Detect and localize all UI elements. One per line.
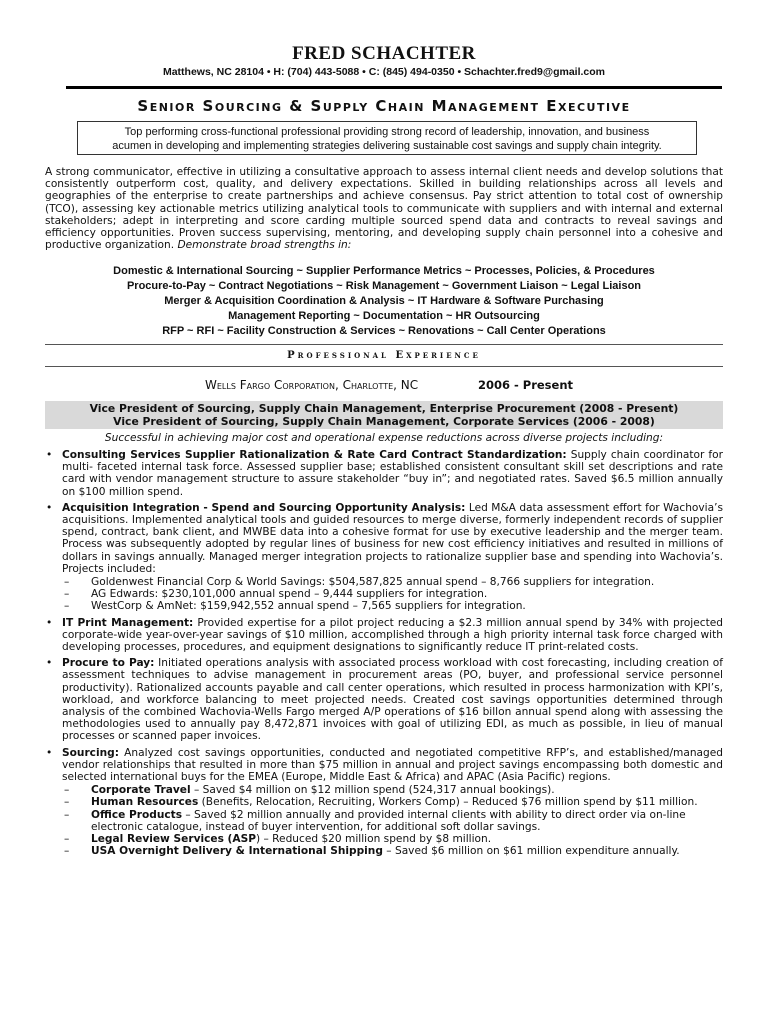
core-skills bbox=[45, 264, 723, 339]
section-title-experience: Professional Experience bbox=[287, 350, 481, 361]
achievement-text: Initiated operations analysis with associated process workload with cost forecasting, including creation of assessment techniques to advise management in procurement areas (PO, buyer, and professional service personnel productivity). Rationalized accounts payable and call center operations, which resulted in process harmonization with KPI’s, workload, and workforce balancing to meet projected needs. Created cost savings opportunities determined through analysis of the combined Wachovia-Wells Fargo merged A/P operations of $16 billon annual spend along with assessing the methodologies used to annually pay 8,472,871 invoices with goal of utilizing EDI, as much as possible, in lieu of manual processes or scanned paper invoices. bbox=[62, 657, 723, 743]
project-list bbox=[62, 576, 723, 613]
category-text: – Saved $2 million annually and provided internal clients with ability to direct order via on-line electronic catalogue, instead of buyer intervention, for additional soft dollar savings. bbox=[91, 808, 686, 833]
achievement-text: Provided expertise for a pilot project reducing a $2.3 million annual spend by 34% with projected corporate-wide year-over-year savings of $10 million, accomplished through a high priority internal task force charged with developing processes, procedures, and equipment designations to significantly reduce IT print-related costs. bbox=[62, 616, 723, 654]
category-text: – Saved $4 million on $12 million spend (524,317 annual bookings). bbox=[190, 784, 555, 797]
sourcing-category-item bbox=[62, 796, 723, 808]
employment-dates: 2006 - Present bbox=[478, 378, 574, 392]
sourcing-category-list bbox=[62, 784, 723, 857]
list-item bbox=[45, 449, 723, 498]
skills-line: Management Reporting ~ Documentation ~ HR Outsourcing bbox=[228, 310, 540, 322]
sourcing-category-item bbox=[62, 833, 723, 845]
category-title: Corporate Travel bbox=[91, 784, 191, 797]
skills-line: Merger & Acquisition Coordination & Analysis ~ IT Hardware & Software Purchasing bbox=[164, 295, 604, 307]
skills-line: RFP ~ RFI ~ Facility Construction & Services ~ Renovations ~ Call Center Operations bbox=[162, 325, 606, 337]
candidate-name: FRED SCHACHTER bbox=[292, 43, 476, 64]
role-title: Vice President of Sourcing, Supply Chain Management, Corporate Services (2006 - 2008) bbox=[113, 415, 655, 428]
project-item: – WestCorp & AmNet: $159,942,552 annual spend – 7,565 suppliers for integration. bbox=[62, 600, 723, 612]
summary-text: A strong communicator, effective in utilizing a consultative approach to assess internal client needs and develop solutions that consistently outperform cost, quality, and delivery expectations. Skilled in building relationships across all levels and geographies of the enterprise to create partnerships and achieve consensus. Pay strict attention to total cost of ownership (TCO), assessing key actionable metrics utilizing analytical tools to communicate with suppliers and with internal and external stakeholders; adept in interpreting and score carding multiple sourced spend data and contracts to reveal savings and efficiency opportunities. Proven success supervising, mentoring, and developing supply chain personnel into a cohesive and productive organization. bbox=[45, 166, 723, 252]
category-text: (Benefits, Relocation, Recruiting, Workers Comp) – Reduced $76 million spend by $11 million. bbox=[198, 796, 698, 809]
role-title: Vice President of Sourcing, Supply Chain Management, Enterprise Procurement (2008 - Present) bbox=[89, 402, 679, 415]
employer-name: Wells Fargo Corporation, Charlotte, NC bbox=[205, 378, 419, 392]
summary-box-line: Top performing cross-functional professional providing strong record of leadership, innovation, and business bbox=[124, 126, 650, 138]
category-title: Office Products bbox=[91, 808, 183, 821]
role-titles bbox=[45, 401, 723, 429]
achievement-title: Acquisition Integration - Spend and Sourcing Opportunity Analysis: bbox=[62, 501, 466, 514]
section-rule-top bbox=[45, 344, 723, 345]
achievement-title: Consulting Services Supplier Rationalization & Rate Card Contract Standardization: bbox=[62, 449, 567, 461]
skills-line: Domestic & International Sourcing ~ Supplier Performance Metrics ~ Processes, Policies, & Procedures bbox=[113, 265, 655, 277]
category-text: – Saved $6 million on $61 million expenditure annually. bbox=[382, 845, 680, 858]
role-intro: Successful in achieving major cost and operational expense reductions across diverse projects including: bbox=[104, 432, 664, 444]
sourcing-category-item bbox=[62, 845, 723, 857]
strengths-lead: Demonstrate broad strengths in: bbox=[177, 239, 352, 252]
achievement-title: Sourcing: bbox=[62, 746, 119, 759]
category-text: ) – Reduced $20 million spend by $8 million. bbox=[256, 833, 492, 846]
project-item: – Goldenwest Financial Corp & World Savings: $504,587,825 annual spend – 8,766 suppliers for integration. bbox=[62, 576, 723, 588]
achievement-text: Led M&A data assessment effort for Wachovia’s acquisitions. Implemented analytical tools and guided resources to merge diverse, formerly independent records of supplier spend, contract, bank client, and MWBE data into a cohesive format for use by executive leadership and the merger team. Process was subsequently adopted by regular lines of business for new cost efficiency initiatives and resulted in millions of dollars in savings annually. Managed merger integration projects to rationalize supplier base and spending into Wachovia’s. Projects included: bbox=[62, 501, 723, 575]
category-title: Human Resources bbox=[91, 796, 199, 809]
achievement-text: Supply chain coordinator for multi- faceted internal task force. Assessed supplier base; established consistent consultant skill set descriptions and rate card with vendor management structure to assure stakeholder “buy in”; and negotiated rates. Saved $6.5 million annually on $100 million spend. bbox=[62, 449, 723, 498]
project-item: – AG Edwards: $230,101,000 annual spend – 9,444 suppliers for integration. bbox=[62, 588, 723, 600]
summary-box-line: acumen in developing and implementing strategies delivering sustainable cost savings and supply chain integrity. bbox=[112, 140, 662, 152]
category-title: Legal Review Services (ASP bbox=[91, 833, 256, 846]
list-item bbox=[45, 747, 723, 858]
sourcing-category-item bbox=[62, 809, 723, 833]
achievement-title: IT Print Management: bbox=[62, 616, 194, 629]
section-rule-bottom bbox=[45, 366, 723, 367]
header-divider bbox=[66, 86, 722, 89]
professional-headline: Senior Sourcing & Supply Chain Management Executive bbox=[137, 97, 631, 115]
list-item bbox=[45, 617, 723, 654]
category-title: USA Overnight Delivery & International Shipping bbox=[91, 845, 383, 858]
summary-paragraph bbox=[45, 166, 723, 251]
summary-box bbox=[77, 121, 697, 155]
list-item bbox=[45, 657, 723, 742]
skills-line: Procure-to-Pay ~ Contract Negotiations ~ Risk Management ~ Government Liaison ~ Legal Liaison bbox=[126, 280, 642, 292]
list-item bbox=[45, 502, 723, 613]
sourcing-category-item bbox=[62, 784, 723, 796]
achievement-text: Analyzed cost savings opportunities, conducted and negotiated competitive RFP’s, and established/managed vendor relationships that resulted in more than $75 million in annual and project savings encompassing both domestic and selected international buys for the EMEA (Europe, Middle East & Africa) and APAC (Asia Pacific) regions. bbox=[62, 746, 723, 784]
achievement-title: Procure to Pay: bbox=[62, 657, 155, 670]
achievement-list bbox=[45, 449, 723, 862]
contact-line: Matthews, NC 28104 • H: (704) 443-5088 • C: (845) 494-0350 • Schachter.fred9@gmail.com bbox=[162, 66, 606, 78]
